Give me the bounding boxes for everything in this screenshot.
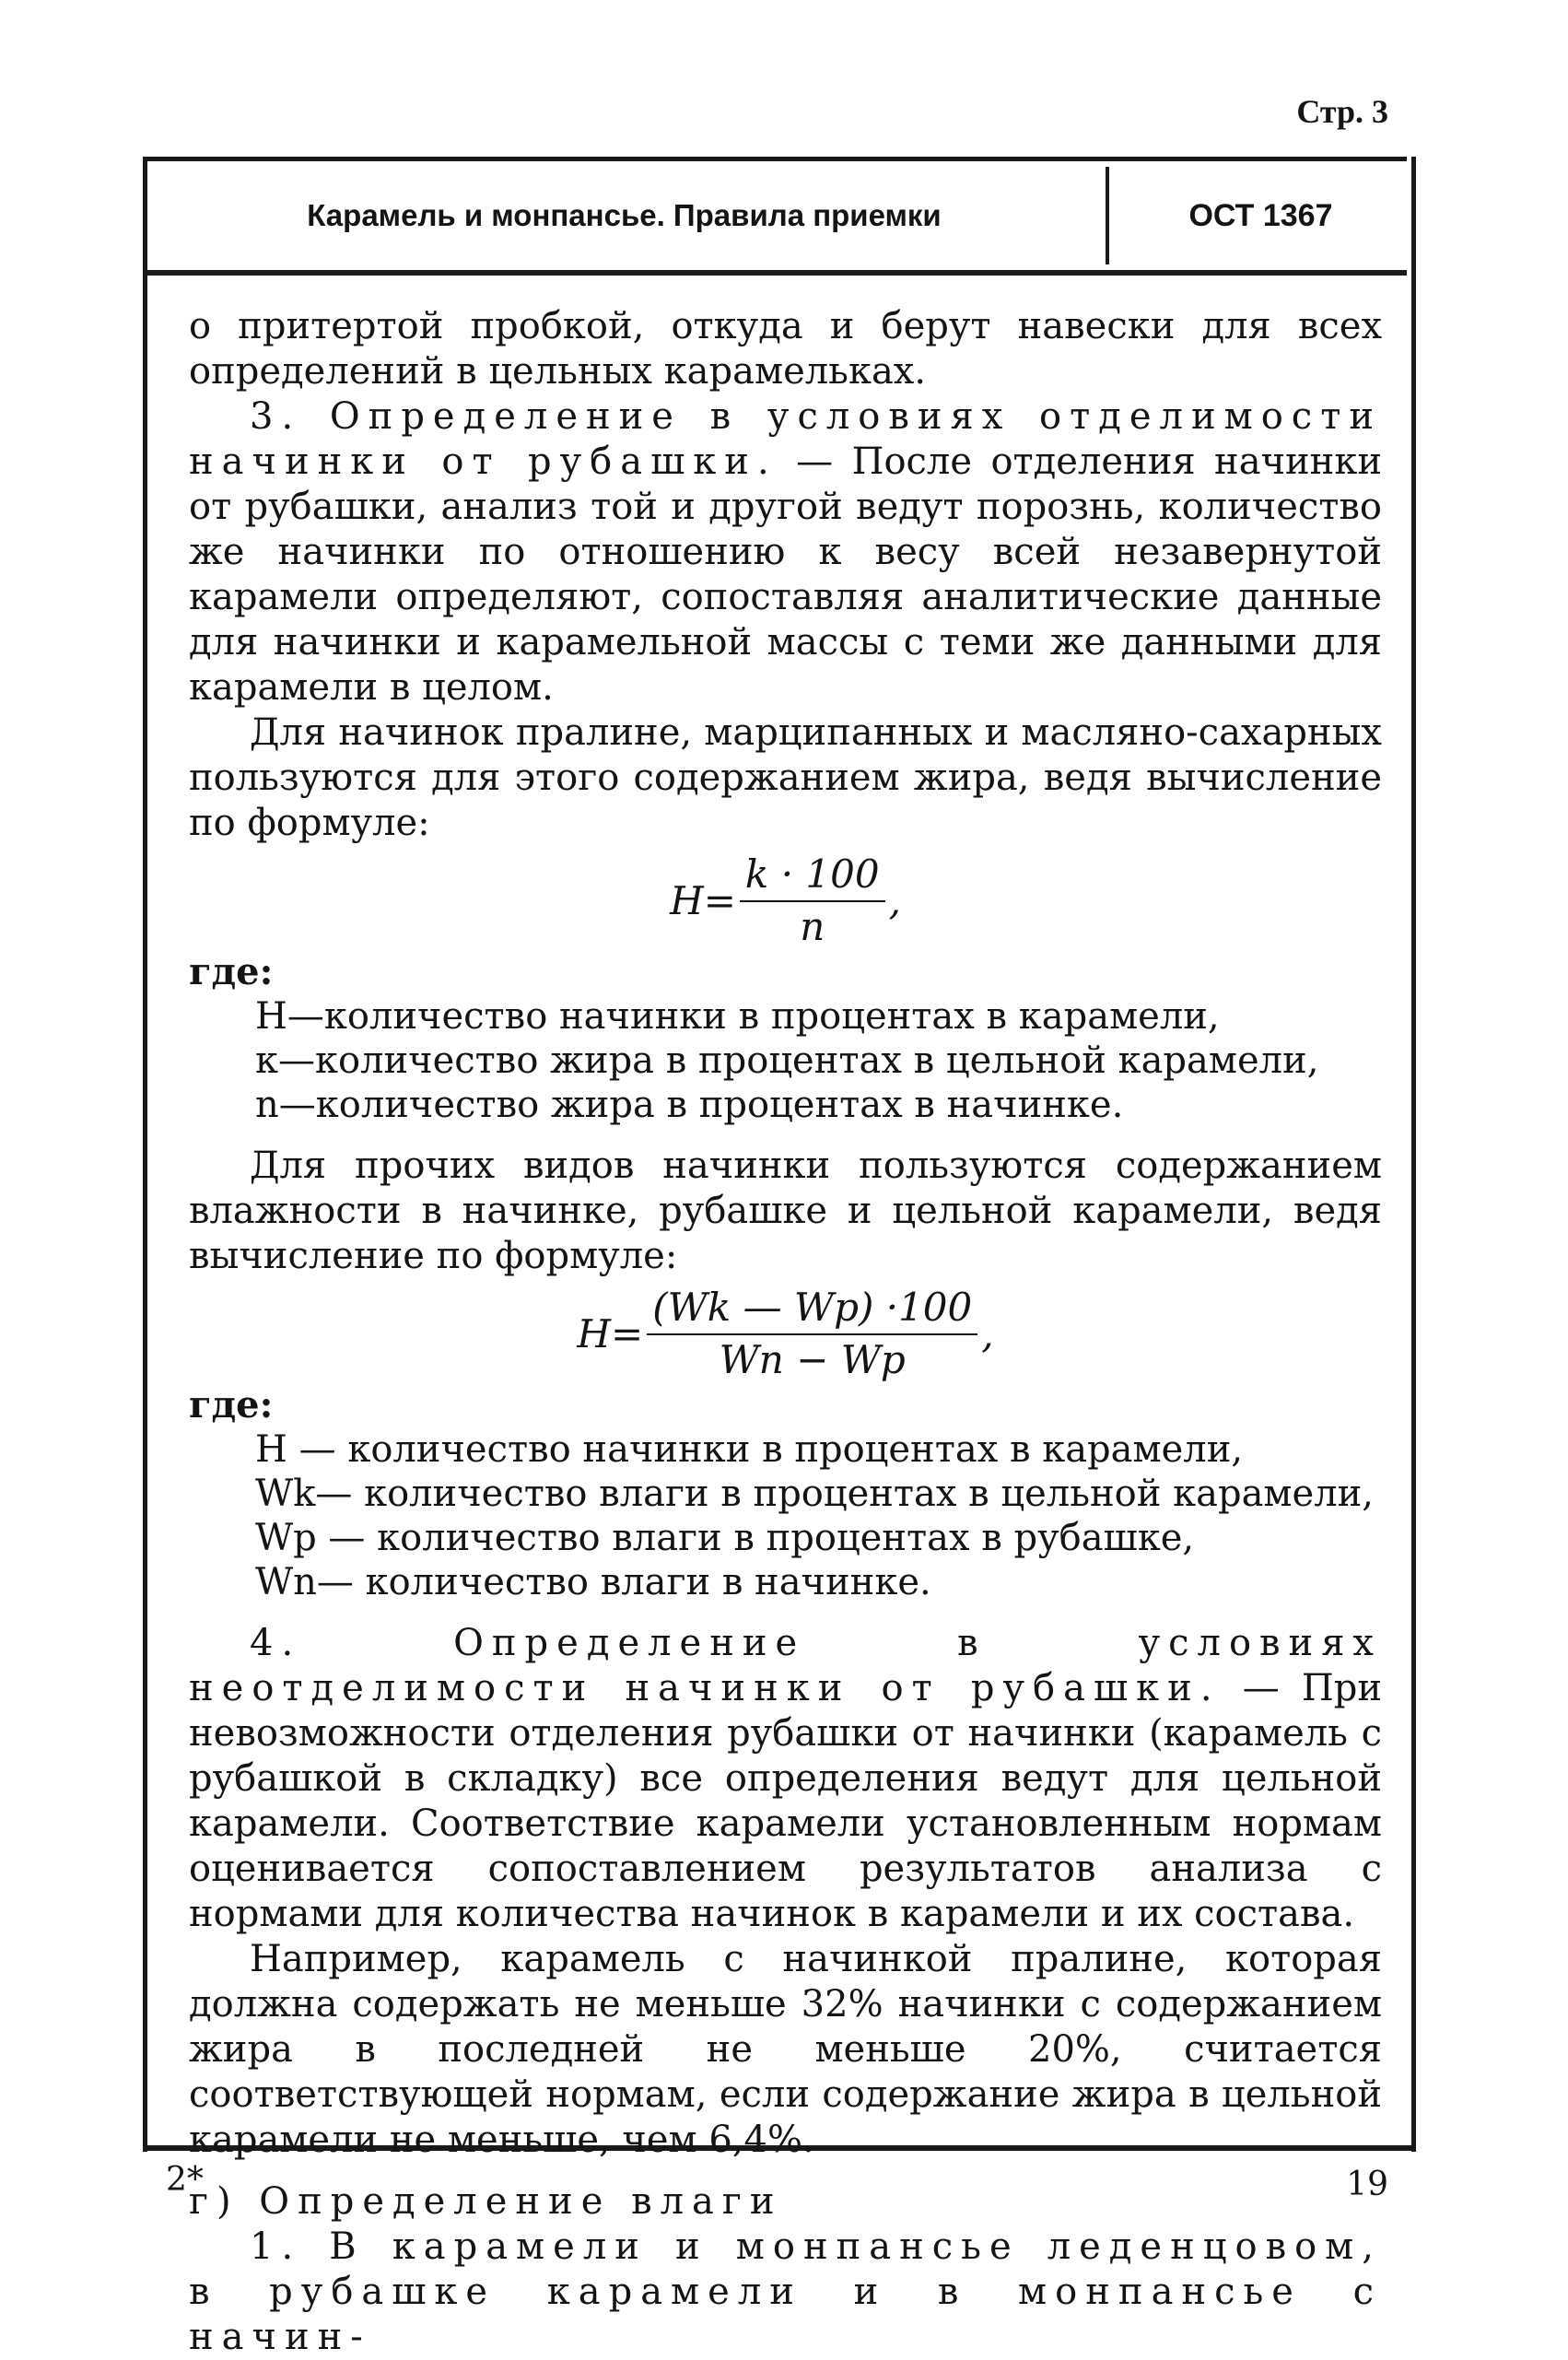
where-label-2: где: [189,1383,274,1427]
formula-fat-tail: , [888,877,901,923]
formula-fat-lhs: H= [670,877,736,923]
section-4 [189,1621,1382,1937]
footer-page-number: 19 [1346,2166,1388,2203]
definition-item: H — количество начинки в процентах в карамели, [255,1428,1244,1471]
section-3-title: 3. Определение в условиях отделимости начинки от рубашки. [189,395,1382,483]
footer-signature: 2* [166,2161,204,2199]
header-divider [1106,167,1109,264]
formula-fat-fraction [740,851,885,949]
definition-item: к—количество жира в процентах в цельной карамели, [255,1039,1319,1082]
document-body [189,304,1382,2360]
header-title: Карамель и монпансье. Правила приемки [307,198,942,232]
definition-item: Wn— количество влаги в начинке. [255,1561,931,1603]
formula-fat [189,851,1382,949]
paragraph-intro: о притертой пробкой, откуда и берут навески для всех определений в цельных карамельках. [189,305,1382,393]
section-4-text: — При невозможности отделения рубашки от начинки (карамель с рубашкой в складку) все определения ведут для цельной карамели. Соответствие карамели установленным нормам оценивается сопоставлением результатов анализа с нормами для количества начинок в карамели и их состава. [189,1667,1382,1935]
formula-moisture-denominator: Wn − Wp [719,1337,906,1382]
paragraph-praline: Для начинок пралине, марципанных и масляно-сахарных пользуются для этого содержанием жира, ведя вычисление по формуле: [189,711,1382,844]
formula-moisture-numerator: (Wk — Wp) ·100 [647,1285,977,1335]
formula-moisture-lhs: H= [577,1310,644,1356]
paragraph-other: Для прочих видов начинки пользуются содержанием влажности в начинке, рубашке и цельной карамели, ведя вычисление по формуле: [189,1145,1382,1277]
section-g-title: г) Определение влаги [189,2180,783,2223]
where-label-1: где: [189,950,274,993]
formula-moisture [189,1285,1382,1382]
definition-item: Wp — количество влаги в процентах в рубашке, [255,1517,1195,1559]
formula-fat-numerator: k · 100 [740,851,885,902]
definition-item: Wk— количество влаги в процентах в цельной карамели, [255,1473,1374,1515]
formula-moisture-tail: , [981,1310,994,1356]
formula-fat-denominator: n [800,904,825,949]
header-standard: ОСТ 1367 [1188,197,1333,233]
page-label: Стр. 3 [1296,93,1388,130]
formula-moisture-fraction [647,1285,977,1382]
paragraph-g1: 1. В карамели и монпансье леденцовом, в рубашке карамели и в монпансье с начин- [189,2225,1382,2358]
section-3-text: — После отделения начинки от рубашки, анализ той и другой ведут порознь, количество же начинки по отношению к весу всей незавернутой карамели определяют, сопоставляя аналитические данные для начинки и карамельной массы с теми же данными для карамели в целом. [189,440,1382,709]
definition-item: n—количество жира в процентах в начинке. [255,1084,1124,1126]
section-3 [189,394,1382,710]
header-box [143,157,1407,276]
paragraph-example: Например, карамель с начинкой пралине, которая должна содержать не меньше 32% начинки с содержанием жира в последней не меньше 20%, считается соответствующей нормам, если содержание жира в цельной карамели не меньше, чем 6,4%. [189,1938,1382,2161]
section-4-title: 4. Определение в условиях неотделимости начинки от рубашки. [189,1622,1382,1709]
definition-item: H—количество начинки в процентах в карамели, [255,995,1220,1038]
